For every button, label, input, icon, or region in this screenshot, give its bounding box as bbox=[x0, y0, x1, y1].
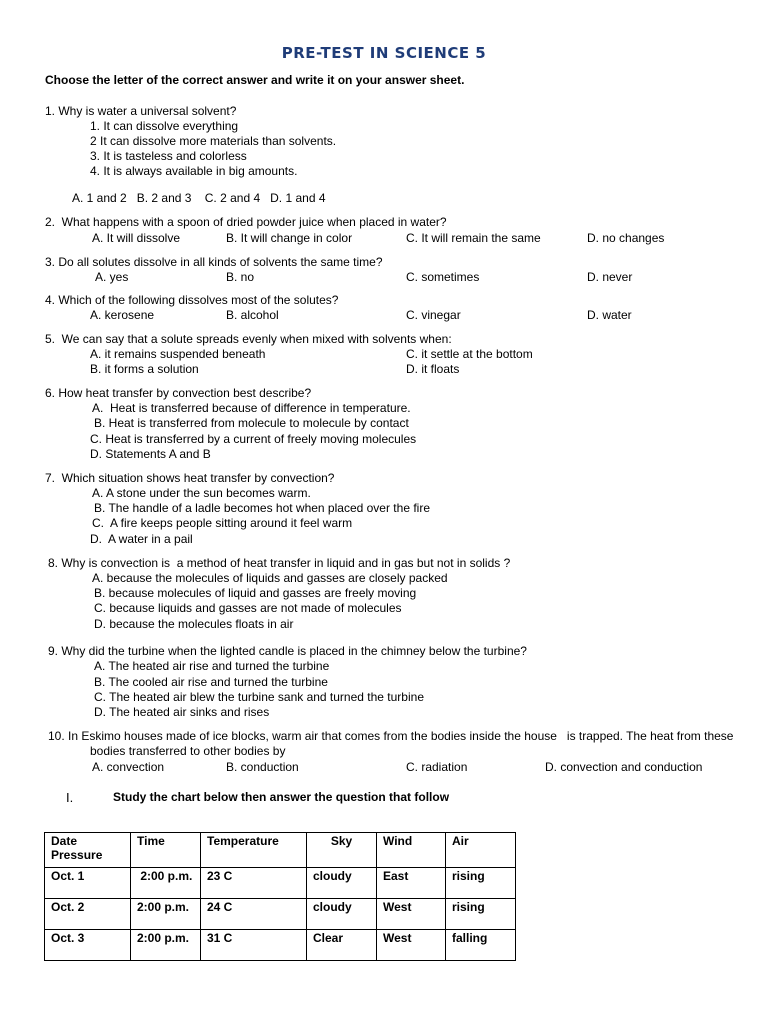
table-cell: cloudy bbox=[307, 868, 377, 899]
question-1-choices: A. 1 and 2 B. 2 and 3 C. 2 and 4 D. 1 and 4 bbox=[72, 191, 326, 205]
question-2-choice-a: A. It will dissolve bbox=[92, 231, 181, 245]
section-numeral: I. bbox=[66, 790, 74, 805]
table-cell: East bbox=[377, 868, 446, 899]
table-header-cell: Wind bbox=[377, 833, 446, 868]
question-4-choice-a: A. kerosene bbox=[90, 308, 155, 322]
question-9-choice-b: B. The cooled air rise and turned the turbine bbox=[94, 675, 328, 689]
table-cell: Oct. 2 bbox=[45, 899, 131, 930]
table-cell: 2:00 p.m. bbox=[131, 868, 201, 899]
question-3-choice-c: C. sometimes bbox=[406, 270, 480, 284]
question-4-choice-b: B. alcohol bbox=[226, 308, 279, 322]
question-4-stem: 4. Which of the following dissolves most of the solutes? bbox=[45, 293, 339, 307]
question-8-stem: 8. Why is convection is a method of heat transfer in liquid and in gas but not in solids ? bbox=[48, 556, 511, 570]
question-7-choice-d: D. A water in a pail bbox=[90, 532, 193, 546]
question-6-choice-a: A. Heat is transferred because of difference in temperature. bbox=[92, 401, 411, 415]
question-10-choice-c: C. radiation bbox=[406, 760, 468, 774]
question-8-choice-b: B. because molecules of liquid and gasses are freely moving bbox=[94, 586, 417, 600]
section-instruction: Study the chart below then answer the question that follow bbox=[113, 790, 450, 804]
question-10-choice-b: B. conduction bbox=[226, 760, 299, 774]
question-6-stem: 6. How heat transfer by convection best describe? bbox=[45, 386, 312, 400]
table-cell: 24 C bbox=[201, 899, 307, 930]
question-8-choice-a: A. because the molecules of liquids and gasses are closely packed bbox=[92, 571, 448, 585]
page-title: PRE-TEST IN SCIENCE 5 bbox=[281, 44, 487, 62]
question-3-choice-d: D. never bbox=[587, 270, 633, 284]
table-header-row bbox=[45, 833, 516, 868]
table-row bbox=[45, 899, 516, 930]
header-date-label: Date bbox=[51, 834, 78, 848]
question-1-item: 4. It is always available in big amounts. bbox=[90, 164, 298, 178]
question-2-stem: 2. What happens with a spoon of dried powder juice when placed in water? bbox=[45, 215, 447, 229]
question-1-stem: 1. Why is water a universal solvent? bbox=[45, 104, 237, 118]
question-3-stem: 3. Do all solutes dissolve in all kinds of solvents the same time? bbox=[45, 255, 383, 269]
table-cell: rising bbox=[446, 899, 516, 930]
table-header-cell: Air bbox=[446, 833, 516, 868]
question-6-choice-b: B. Heat is transferred from molecule to molecule by contact bbox=[94, 416, 409, 430]
question-6-choice-c: C. Heat is transferred by a current of freely moving molecules bbox=[90, 432, 417, 446]
question-10-choice-a: A. convection bbox=[92, 760, 165, 774]
question-10-stem-continued: bodies transferred to other bodies by bbox=[90, 744, 286, 758]
table-header-cell: Temperature bbox=[201, 833, 307, 868]
instructions: Choose the letter of the correct answer and write it on your answer sheet. bbox=[45, 73, 465, 87]
table-cell: falling bbox=[446, 930, 516, 961]
table-cell: West bbox=[377, 930, 446, 961]
table-header-cell: Sky bbox=[307, 833, 377, 868]
table-cell: West bbox=[377, 899, 446, 930]
question-5-choice-a: A. it remains suspended beneath bbox=[90, 347, 266, 361]
weather-chart-table bbox=[44, 832, 516, 961]
question-4-choice-c: C. vinegar bbox=[406, 308, 461, 322]
table-cell: cloudy bbox=[307, 899, 377, 930]
question-2-choice-c: C. It will remain the same bbox=[406, 231, 541, 245]
question-7-choice-c: C. A fire keeps people sitting around it feel warm bbox=[92, 516, 353, 530]
question-2-choice-d: D. no changes bbox=[587, 231, 665, 245]
question-7-choice-a: A. A stone under the sun becomes warm. bbox=[92, 486, 311, 500]
question-1-item: 2 It can dissolve more materials than solvents. bbox=[90, 134, 337, 148]
table-row bbox=[45, 930, 516, 961]
question-7-stem: 7. Which situation shows heat transfer by convection? bbox=[45, 471, 335, 485]
question-5-stem: 5. We can say that a solute spreads evenly when mixed with solvents when: bbox=[45, 332, 452, 346]
table-cell: rising bbox=[446, 868, 516, 899]
table-cell: Oct. 1 bbox=[45, 868, 131, 899]
question-5-choice-b: B. it forms a solution bbox=[90, 362, 199, 376]
question-9-choice-a: A. The heated air rise and turned the turbine bbox=[94, 659, 330, 673]
question-5-choice-d: D. it floats bbox=[406, 362, 460, 376]
question-1-item: 3. It is tasteless and colorless bbox=[90, 149, 247, 163]
table-cell: 23 C bbox=[201, 868, 307, 899]
question-1-item: 1. It can dissolve everything bbox=[90, 119, 239, 133]
question-5-choice-c: C. it settle at the bottom bbox=[406, 347, 533, 361]
question-8-choice-c: C. because liquids and gasses are not made of molecules bbox=[94, 601, 402, 615]
question-4-choice-d: D. water bbox=[587, 308, 632, 322]
question-9-choice-c: C. The heated air blew the turbine sank and turned the turbine bbox=[94, 690, 424, 704]
header-pressure-label: Pressure bbox=[51, 848, 103, 862]
question-9-stem: 9. Why did the turbine when the lighted candle is placed in the chimney below the turbine? bbox=[48, 644, 527, 658]
question-6-choice-d: D. Statements A and B bbox=[90, 447, 211, 461]
question-10-choice-d: D. convection and conduction bbox=[545, 760, 703, 774]
question-10-stem: 10. In Eskimo houses made of ice blocks, warm air that comes from the bodies inside the house is trapped. The heat from these bbox=[48, 729, 734, 743]
table-header-cell bbox=[45, 833, 131, 868]
question-9-choice-d: D. The heated air sinks and rises bbox=[94, 705, 270, 719]
question-2-choice-b: B. It will change in color bbox=[226, 231, 353, 245]
question-3-choice-a: A. yes bbox=[95, 270, 129, 284]
question-8-choice-d: D. because the molecules floats in air bbox=[94, 617, 294, 631]
table-header-cell: Time bbox=[131, 833, 201, 868]
question-7-choice-b: B. The handle of a ladle becomes hot when placed over the fire bbox=[94, 501, 430, 515]
table-cell: 31 C bbox=[201, 930, 307, 961]
question-3-choice-b: B. no bbox=[226, 270, 255, 284]
table-cell: 2:00 p.m. bbox=[131, 930, 201, 961]
table-row bbox=[45, 868, 516, 899]
table-cell: 2:00 p.m. bbox=[131, 899, 201, 930]
table-cell: Clear bbox=[307, 930, 377, 961]
table-cell: Oct. 3 bbox=[45, 930, 131, 961]
